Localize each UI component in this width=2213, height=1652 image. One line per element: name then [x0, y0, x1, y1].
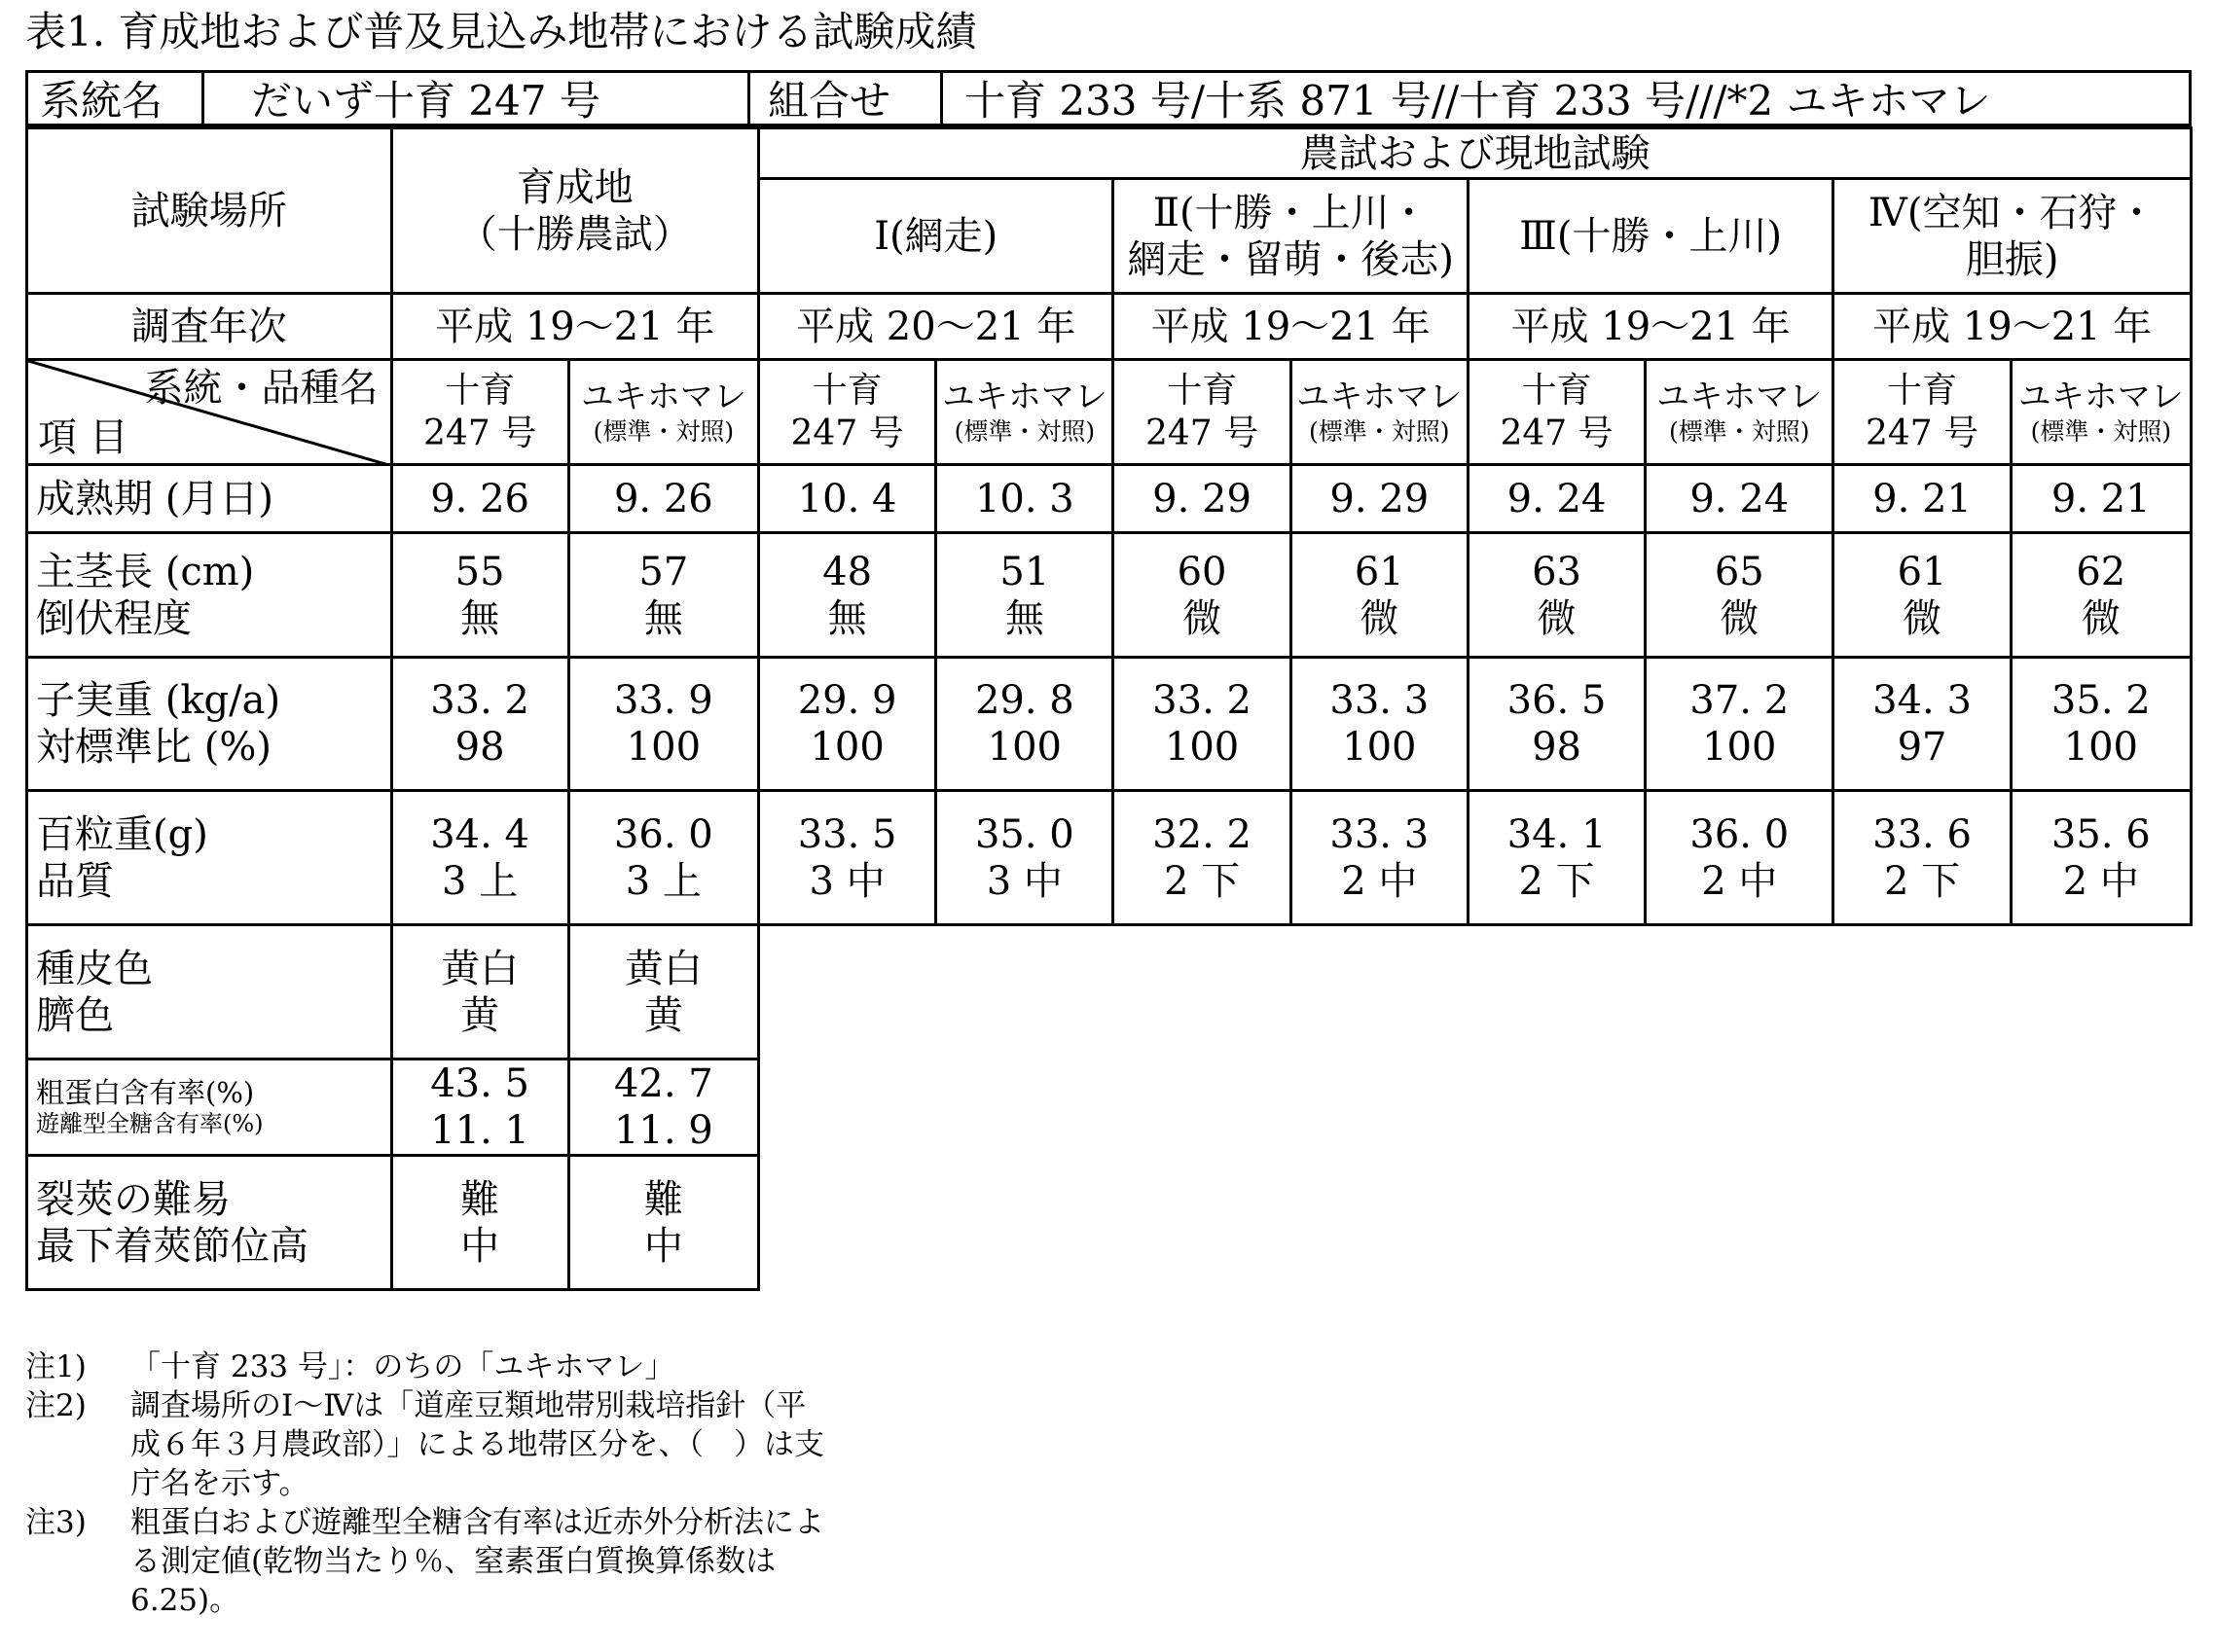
variety-a: 十育 247 号	[758, 360, 935, 465]
variety-a: 十育 247 号	[391, 360, 568, 465]
row-label: 粗蛋白含有率(%) 遊離型全糖含有率(%)	[27, 1059, 392, 1156]
variety-a: 十育 247 号	[1833, 360, 2011, 465]
row-maturity	[27, 465, 2192, 533]
cell: 32. 2 2 下	[1113, 791, 1290, 925]
cell: 36. 5 98	[1468, 658, 1645, 791]
cell: 63 微	[1468, 533, 1645, 658]
cell: 10. 3	[936, 465, 1113, 533]
cell: 29. 8 100	[936, 658, 1113, 791]
cell: 難 中	[391, 1156, 568, 1290]
footnote: 注1) 「十育 233 号」：のちの「ユキホマレ」	[25, 1349, 675, 1384]
variety-b: ユキホマレ (標準・対照)	[1646, 360, 1833, 465]
variety-a: 十育 247 号	[1113, 360, 1290, 465]
cell: 33. 2 100	[1113, 658, 1290, 791]
year-region-4: 平成 19～21 年	[1833, 294, 2192, 360]
cell: 61 微	[1833, 533, 2011, 658]
diag-bottom-label: 項 目	[38, 415, 128, 460]
cell: 9. 21	[1833, 465, 2011, 533]
cell: 33. 3 100	[1290, 658, 1468, 791]
cell: 9. 24	[1468, 465, 1645, 533]
cell: 42. 7 11. 9	[568, 1059, 758, 1156]
footnote: 注3) 粗蛋白および遊離型全糖含有率は近赤外分析法による測定値(乾物当たり％、窒素蛋白質換算係数は 6.25)。	[25, 1505, 824, 1618]
row-shatter-podheight	[27, 1156, 2192, 1290]
cell: 36. 0 3 上	[568, 791, 758, 925]
row-label: 子実重 (kg/a) 対標準比 (%)	[27, 658, 392, 791]
variety-b: ユキホマレ (標準・対照)	[1290, 360, 1468, 465]
row-label: 成熟期 (月日)	[27, 465, 392, 533]
cell: 35. 2 100	[2011, 658, 2191, 791]
cell: 29. 9 100	[758, 658, 935, 791]
row-seedcoat-hilum	[27, 925, 2192, 1059]
line-name-label: 系統名	[28, 73, 204, 124]
site-label: 試験場所	[27, 128, 392, 294]
cell: 61 微	[1290, 533, 1468, 658]
variety-header-row	[27, 360, 2192, 465]
cell: 33. 6 2 下	[1833, 791, 2011, 925]
cell: 43. 5 11. 1	[391, 1059, 568, 1156]
year-region-1: 平成 20～21 年	[758, 294, 1112, 360]
footnotes	[25, 1347, 833, 1620]
region-1: Ⅰ(網走)	[758, 179, 1112, 294]
cell: 65 微	[1646, 533, 1833, 658]
cell: 48 無	[758, 533, 935, 658]
cell: 10. 4	[758, 465, 935, 533]
cell: 9. 21	[2011, 465, 2191, 533]
row-stem-lodging	[27, 533, 2192, 658]
variety-a: 十育 247 号	[1468, 360, 1645, 465]
year-region-2: 平成 19～21 年	[1113, 294, 1468, 360]
variety-b: ユキホマレ (標準・対照)	[568, 360, 758, 465]
line-name-value: だいず十育 247 号	[204, 73, 750, 124]
cell: 9. 29	[1290, 465, 1468, 533]
row-yield-ratio	[27, 658, 2192, 791]
cell: 9. 26	[568, 465, 758, 533]
variety-b: ユキホマレ (標準・対照)	[936, 360, 1113, 465]
diag-top-label: 系統・品種名	[144, 366, 379, 411]
cell: 9. 26	[391, 465, 568, 533]
row-label: 主茎長 (cm) 倒伏程度	[27, 533, 392, 658]
variety-b: ユキホマレ (標準・対照)	[2011, 360, 2191, 465]
trials-header: 農試および現地試験	[758, 128, 2191, 179]
region-2: Ⅱ(十勝・上川・ 網走・留萌・後志)	[1113, 179, 1468, 294]
row-weight-quality	[27, 791, 2192, 925]
page-title: 表1. 育成地および普及見込み地帯における試験成績	[25, 8, 977, 55]
cell: 黄白 黄	[391, 925, 568, 1059]
year-region-3: 平成 19～21 年	[1468, 294, 1832, 360]
cell: 37. 2 100	[1646, 658, 1833, 791]
cell: 60 微	[1113, 533, 1290, 658]
cell: 33. 2 98	[391, 658, 568, 791]
cell: 9. 29	[1113, 465, 1290, 533]
diagonal-header-cell	[27, 360, 392, 465]
row-protein-sugar	[27, 1059, 2192, 1156]
line-info-bar	[25, 70, 2192, 126]
results-table	[25, 126, 2193, 1291]
cell: 55 無	[391, 533, 568, 658]
footnote: 注2) 調査場所のⅠ～Ⅳは「道産豆類地帯別栽培指針（平成６年３月農政部）」による地帯区分を、（ ）は支庁名を示す。	[25, 1388, 824, 1501]
region-3: Ⅲ(十勝・上川)	[1468, 179, 1832, 294]
home-site-name: 育成地	[516, 164, 634, 210]
home-site-header	[391, 128, 758, 294]
cell: 33. 9 100	[568, 658, 758, 791]
cell: 35. 6 2 中	[2011, 791, 2191, 925]
row-label: 種皮色 臍色	[27, 925, 392, 1059]
cell: 35. 0 3 中	[936, 791, 1113, 925]
row-label: 百粒重(g) 品質	[27, 791, 392, 925]
cell: 33. 3 2 中	[1290, 791, 1468, 925]
cross-label: 組合せ	[750, 73, 943, 124]
region-4: Ⅳ(空知・石狩・ 胆振)	[1833, 179, 2192, 294]
cell: 難 中	[568, 1156, 758, 1290]
cell: 34. 3 97	[1833, 658, 2011, 791]
cell: 33. 5 3 中	[758, 791, 935, 925]
cell: 62 微	[2011, 533, 2191, 658]
cell: 57 無	[568, 533, 758, 658]
cell: 9. 24	[1646, 465, 1833, 533]
cross-value: 十育 233 号/十系 871 号//十育 233 号///*2 ユキホマレ	[964, 77, 1991, 125]
year-home: 平成 19～21 年	[391, 294, 758, 360]
year-label: 調査年次	[27, 294, 392, 360]
row-label: 裂莢の難易 最下着莢節位高	[27, 1156, 392, 1290]
cell: 黄白 黄	[568, 925, 758, 1059]
cell: 51 無	[936, 533, 1113, 658]
cell: 34. 4 3 上	[391, 791, 568, 925]
cell: 34. 1 2 下	[1468, 791, 1645, 925]
home-site-sub: （十勝農試）	[457, 211, 692, 257]
cell: 36. 0 2 中	[1646, 791, 1833, 925]
